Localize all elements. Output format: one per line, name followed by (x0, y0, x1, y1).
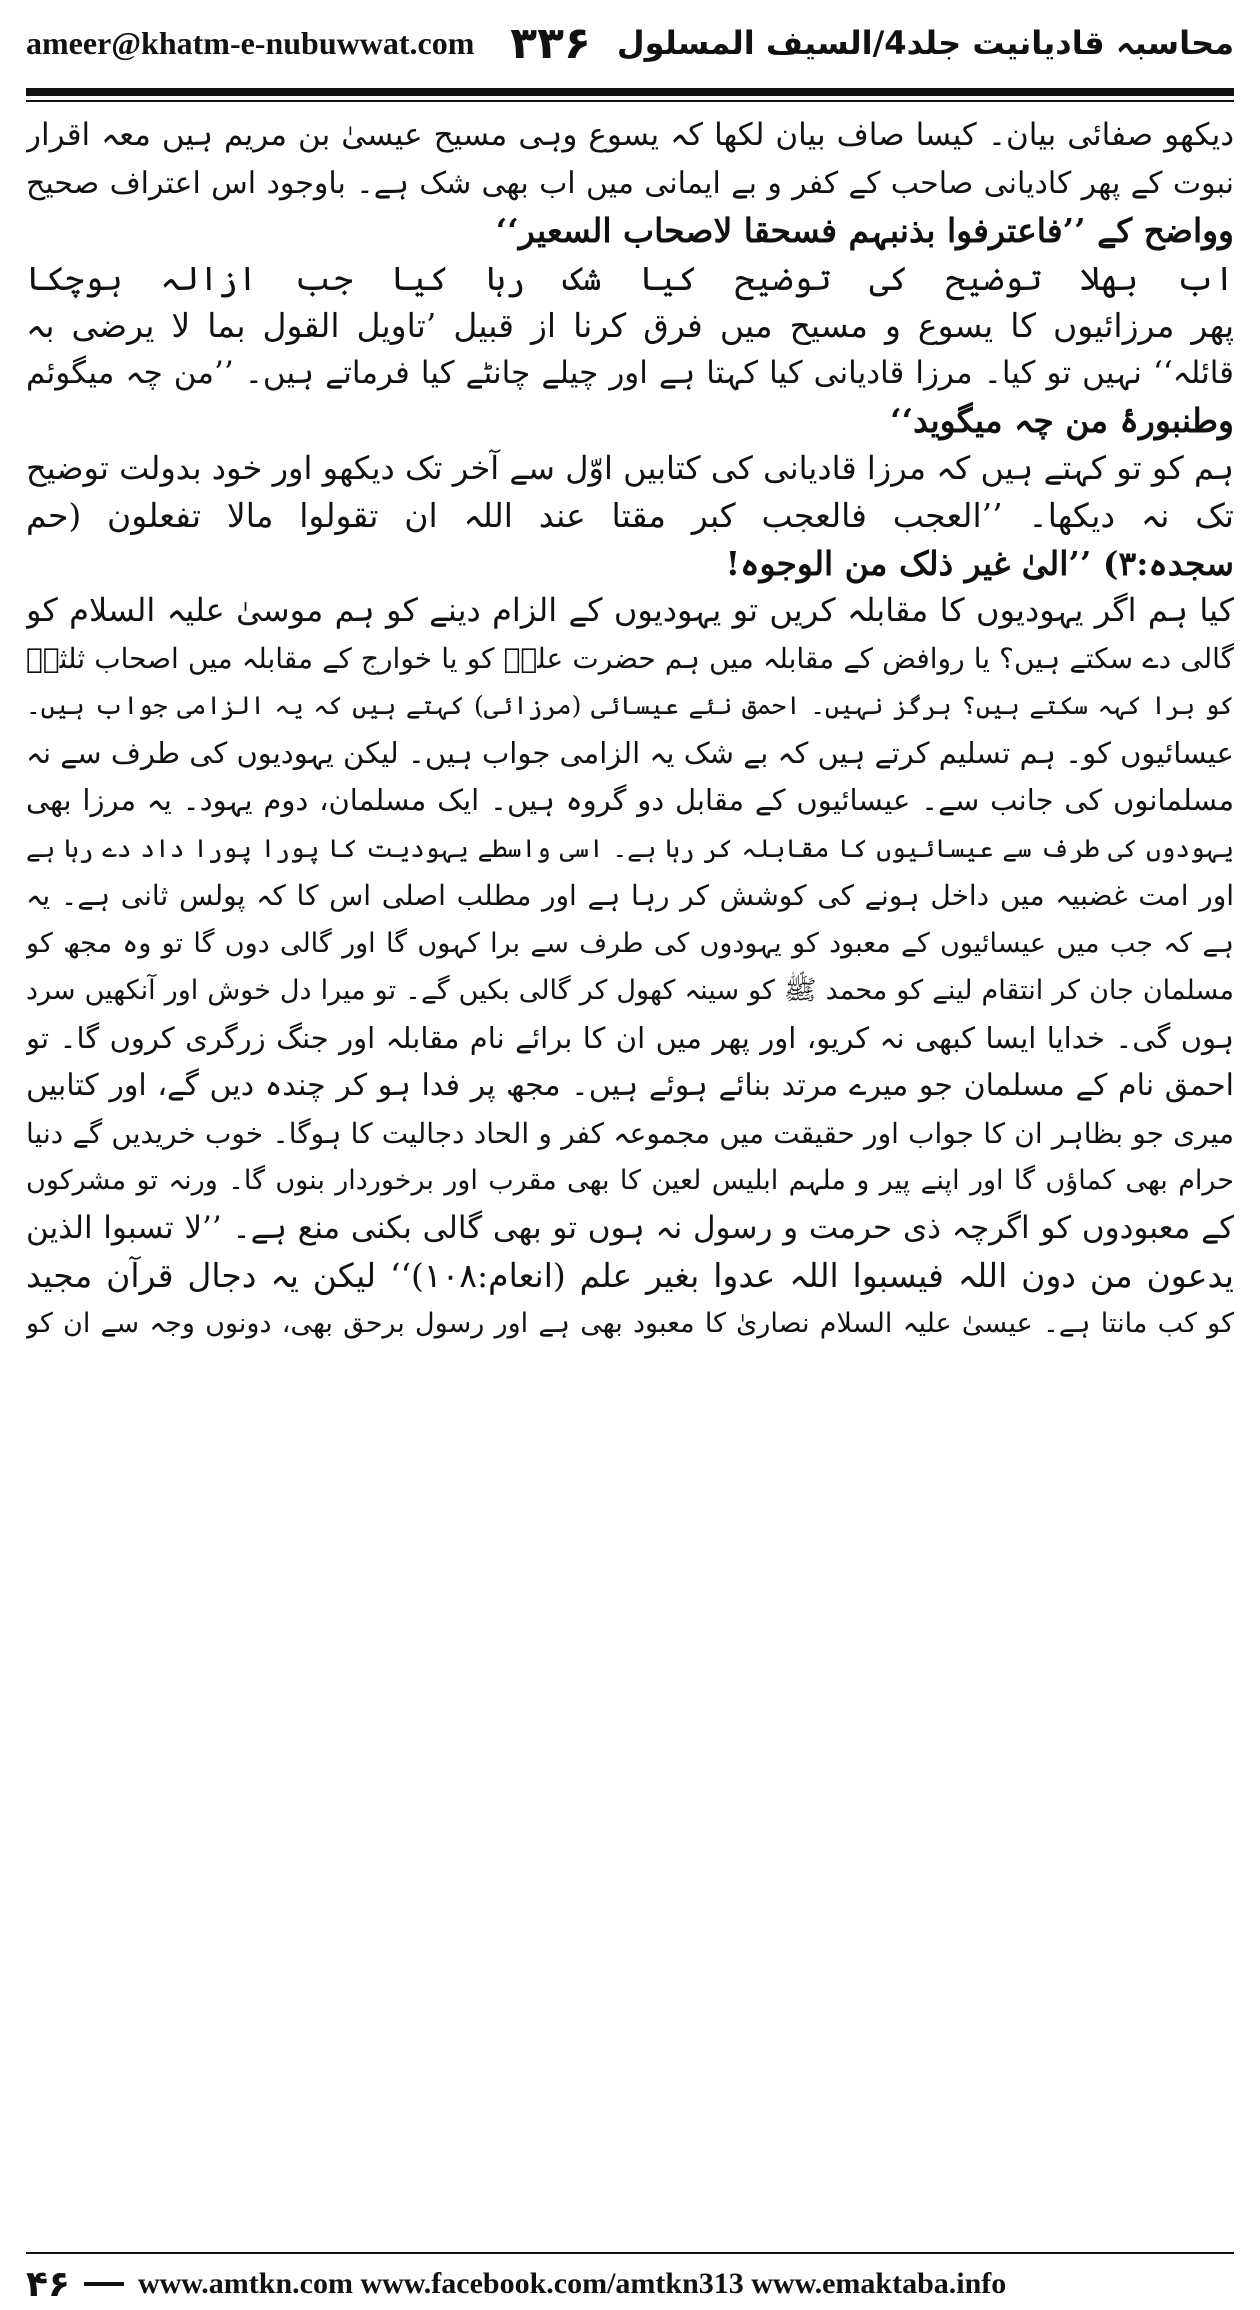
text-line-15: مسلمانوں کی جانب سے۔ عیسائیوں کے مقابل دو گروہ ہیں۔ ایک مسلمان، دوم یہود۔ یہ مرزا بھی (26, 783, 1234, 817)
text-line-24: کے معبودوں کو اگرچہ ذی حرمت و رسول نہ ہوں تو بھی گالی بکنی منع ہے۔ ’’لا تسبوا الذین (26, 1209, 1234, 1246)
footer-urls: www.amtkn.com www.facebook.com/amtkn313 www.emaktaba.info (137, 2267, 1007, 2300)
text-line-19: مسلمان جان کر انتقام لینے کو محمد ﷺ کو سینہ کھول کر گالی بکیں گے۔ تو میرا دل خوش اور آنکھیں سرد (26, 975, 1234, 1006)
header-rule-thin (26, 100, 1234, 102)
text-line-4-verse: اب بھلا توضیح کی توضیح کیا شک رہا کیا جب ازالہ ہوچکا (26, 258, 1234, 298)
text-line-21: احمق نام کے مسلمان جو میرے مرتد بنائے ہوئے ہیں۔ مجھ پر فدا ہو کر چندہ دیں گے، اور کتابیں (26, 1068, 1234, 1103)
text-line-22: میری جو بظاہر ان کا جواب اور حقیقت میں مجموعہ کفر و الحاد دجالیت کا ہوگا۔ خوب خریدیں گے دنیا (26, 1116, 1234, 1150)
page-header (26, 0, 1234, 86)
text-line-16: یہودوں کی طرف سے عیسائیوں کا مقابلہ کر رہا ہے۔ اسی واسطے یہودیت کا پورا پورا داد دے رہا ہے (26, 833, 1234, 863)
text-line-11: کیا ہم اگر یہودیوں کا مقابلہ کریں تو یہودیوں کے الزام دینے کو ہم موسیٰ علیہ السلام کو (26, 591, 1234, 629)
text-line-6: قائلہ‘‘ نہیں تو کیا۔ مرزا قادیانی کیا کہتا ہے اور چیلے چانٹے کیا فرماتے ہیں۔ ’’من چہ میگوئم (26, 354, 1234, 391)
page-footer (26, 2262, 1234, 2306)
text-line-20: ہوں گی۔ خدایا ایسا کبھی نہ کریو، اور پھر میں ان کا برائے نام مقابلہ اور جنگ زرگری کروں گا۔ تو (26, 1020, 1234, 1055)
book-title: محاسبہ قادیانیت جلد4/السیف المسلول (616, 24, 1234, 62)
footer-rule (26, 2252, 1234, 2254)
text-line-2: نبوت کے پھر کادیانی صاحب کے کفر و بے ایمانی میں اب بھی شک ہے۔ باوجود اس اعتراف صحیح (26, 165, 1234, 201)
text-line-5: پھر مرزائیوں کا یسوع و مسیح میں فرق کرنا از قبیل ’تاویل القول بما لا یرضی بہ (26, 306, 1234, 345)
text-line-8: ہم کو تو کہتے ہیں کہ مرزا قادیانی کی کتابیں اوّل سے آخر تک دیکھو اور خود بدولت توضیح (26, 448, 1234, 487)
text-line-13: کو برا کہہ سکتے ہیں؟ ہرگز نہیں۔ احمق نئے عیسائی (مرزائی) کہتے ہیں کہ یہ الزامی جواب ہیں۔ (26, 691, 1234, 720)
text-line-9: تک نہ دیکھا۔ ’’العجب فالعجب کبر مقتا عند اللہ ان تقولوا مالا تفعلون (حم (26, 496, 1234, 535)
text-line-7: وطنبورۂ من چہ میگوید‘‘ (890, 401, 1234, 440)
text-line-1: دیکھو صفائی بیان۔ کیسا صاف بیان لکھا کہ یسوع وہی مسیح عیسیٰ بن مریم ہیں معہ اقرار (26, 117, 1234, 153)
page-body (26, 112, 1234, 1347)
footer-divider-bar (84, 2282, 124, 2286)
header-page-number: ۳۳۶ (510, 17, 591, 69)
text-line-3: وواضح کے ’’فاعترفوا بذنبہم فسحقا لاصحاب السعیر‘‘ (495, 211, 1234, 250)
text-line-17: اور امت غضبیہ میں داخل ہونے کی کوشش کر رہا ہے اور مطلب اصلی اس کا کہ پولس ثانی ہے۔ یہ (26, 879, 1234, 912)
header-rule-thick (26, 88, 1234, 96)
header-email: ameer@khatm-e-nubuwwat.com (26, 24, 475, 61)
text-line-14: عیسائیوں کو۔ ہم تسلیم کرتے ہیں کہ بے شک یہ الزامی جواب ہیں۔ لیکن یہودیوں کی طرف سے نہ (26, 735, 1234, 770)
text-line-25: یدعون من دون اللہ فیسبوا اللہ عدوا بغیر علم (انعام:۱۰۸)‘‘ لیکن یہ دجال قرآن مجید (26, 1256, 1234, 1295)
text-line-23: حرام بھی کماؤں گا اور اپنے پیر و ملہم ابلیس لعین کا بھی مقرب اور برخوردار بنوں گا۔ ورنہ تو مشرکوں (26, 1165, 1234, 1196)
text-line-12: گالی دے سکتے ہیں؟ یا روافض کے مقابلہ میں ہم حضرت علیؓ کو یا خوارج کے مقابلہ میں اصحاب ثلثہؓ (26, 641, 1234, 675)
header-title-group (510, 18, 1234, 69)
text-line-18: ہے کہ جب میں عیسائیوں کے معبود کو یہودوں کی طرف سے برا کہوں گا اور گالی دوں گا تو وہ مجھ کو (26, 927, 1234, 959)
text-line-26: کو کب مانتا ہے۔ عیسیٰ علیہ السلام نصاریٰ کا معبود بھی ہے اور رسول برحق بھی، دونوں وجہ سے ان کو (26, 1307, 1234, 1339)
text-line-10: سجدہ:۳) ’’الیٰ غیر ذلک من الوجوہ! (725, 543, 1234, 583)
footer-page-number: ۴۶ (26, 2263, 70, 2305)
